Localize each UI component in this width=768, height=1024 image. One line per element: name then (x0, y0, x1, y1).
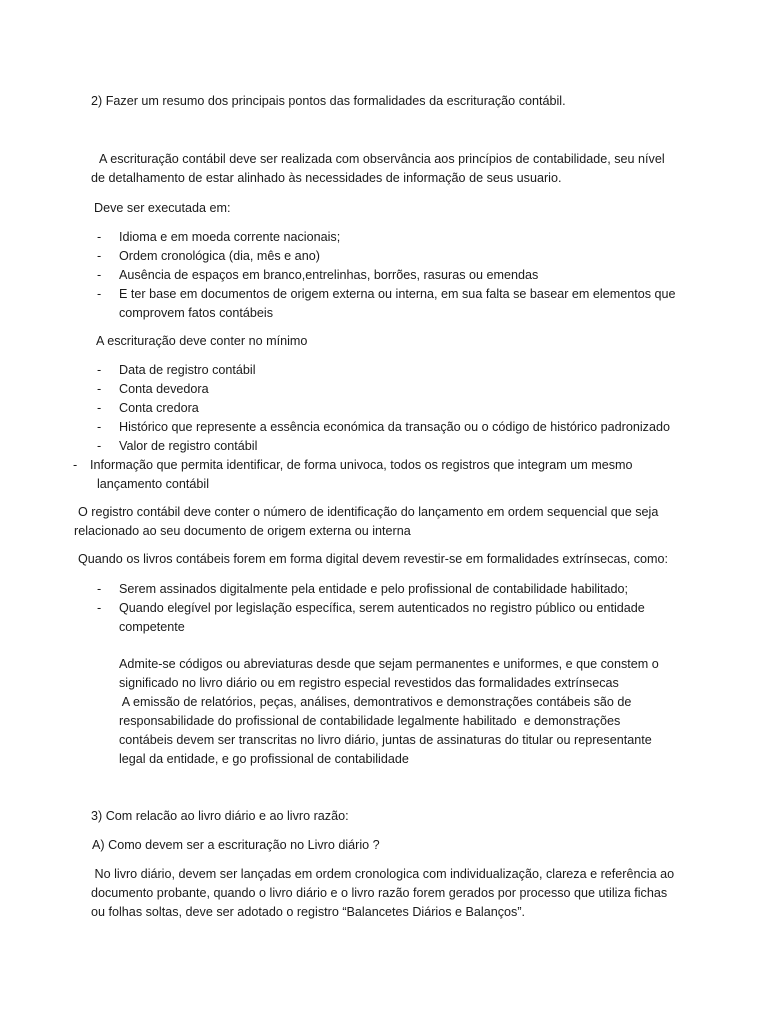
list-dash: - (97, 439, 102, 453)
list-item-text: Conta devedora (119, 382, 209, 396)
list-item-text: Data de registro contábil (119, 363, 256, 377)
paragraph-line: responsabilidade do profissional de contabilidade legalmente habilitado e demonstrações (119, 714, 621, 728)
list-item-text: Valor de registro contábil (119, 439, 258, 453)
paragraph-line: significado no livro diário ou em registro especial revestidos das formalidades extrínsecas (119, 676, 619, 690)
heading-question-2: 2) Fazer um resumo dos principais pontos das formalidades da escrituração contábil. (91, 94, 566, 108)
codes-paragraph (119, 655, 659, 769)
list-item-text: Ordem cronológica (dia, mês e ano) (119, 249, 320, 263)
list-item-text: E ter base em documentos de origem externa ou interna, em sua falta se basear em elementos que (119, 287, 676, 301)
intro-paragraph (91, 150, 665, 188)
list-item-text: Idioma e em moeda corrente nacionais; (119, 230, 341, 244)
intro-line: A escrituração contábil deve ser realizada com observância aos princípios de contabilidade, seu nível (99, 152, 665, 166)
list-dash: - (97, 268, 102, 282)
list-dash: - (97, 401, 102, 415)
list-item-text: competente (119, 620, 185, 634)
list-dash: - (97, 601, 102, 615)
list-dash: - (97, 287, 102, 301)
list-item-text: Ausência de espaços em branco,entrelinhas, borrões, rasuras ou emendas (119, 268, 539, 282)
paragraph-line: O registro contábil deve conter o número de identificação do lançamento em ordem sequencial que seja (78, 505, 659, 519)
list-dash: - (97, 582, 102, 596)
list-item-text: Serem assinados digitalmente pela entidade e pelo profissional de contabilidade habilitado; (119, 582, 628, 596)
list-dash: - (97, 420, 102, 434)
list-item-text: Histórico que represente a essência económica da transação ou o código de histórico padronizado (119, 420, 670, 434)
list-item-text: Conta credora (119, 401, 199, 415)
sequential-paragraph (74, 503, 658, 541)
digital-title: Quando os livros contábeis forem em forma digital devem revestir-se em formalidades extrínsecas, como: (78, 552, 669, 566)
list-item-text: lançamento contábil (97, 477, 210, 491)
intro-line: de detalhamento de estar alinhado às necessidades de informação de seus usuario. (91, 171, 562, 185)
list-item-text: Informação que permita identificar, de forma univoca, todos os registros que integram um mesmo (90, 458, 633, 472)
list-item-text: Quando elegível por legislação específica, serem autenticados no registro público ou entidade (119, 601, 645, 615)
question-a: A) Como devem ser a escrituração no Livro diário ? (92, 838, 380, 852)
paragraph-line: A emissão de relatórios, peças, análises, demontrativos e demonstrações contábeis são de (119, 695, 632, 709)
list-dash: - (97, 249, 102, 263)
paragraph-line: No livro diário, devem ser lançadas em ordem cronologica com individualização, clareza e referência ao (91, 867, 675, 881)
list-item-text: comprovem fatos contábeis (119, 306, 273, 320)
executed-title: Deve ser executada em: (94, 201, 231, 215)
answer-a-paragraph (91, 865, 674, 922)
minimum-title: A escrituração deve conter no mínimo (96, 334, 308, 348)
paragraph-line: contábeis devem ser transcritas no livro diário, juntas de assinaturas do titular ou representante (119, 733, 652, 747)
paragraph-line: relacionado ao seu documento de origem externa ou interna (74, 524, 411, 538)
paragraph-line: ou folhas soltas, deve ser adotado o registro “Balancetes Diários e Balanços”. (91, 905, 526, 919)
heading-question-3: 3) Com relacão ao livro diário e ao livro razão: (91, 809, 349, 823)
list-dash: - (97, 382, 102, 396)
list-dash: - (97, 230, 102, 244)
list-dash: - (73, 458, 78, 472)
paragraph-line: Admite-se códigos ou abreviaturas desde que sejam permanentes e uniformes, e que constem o (119, 657, 659, 671)
list-dash: - (97, 363, 102, 377)
paragraph-line: legal da entidade, e go profissional de contabilidade (119, 752, 409, 766)
paragraph-line: documento probante, quando o livro diário e o livro razão forem gerados por processo que utiliza fichas (91, 886, 668, 900)
